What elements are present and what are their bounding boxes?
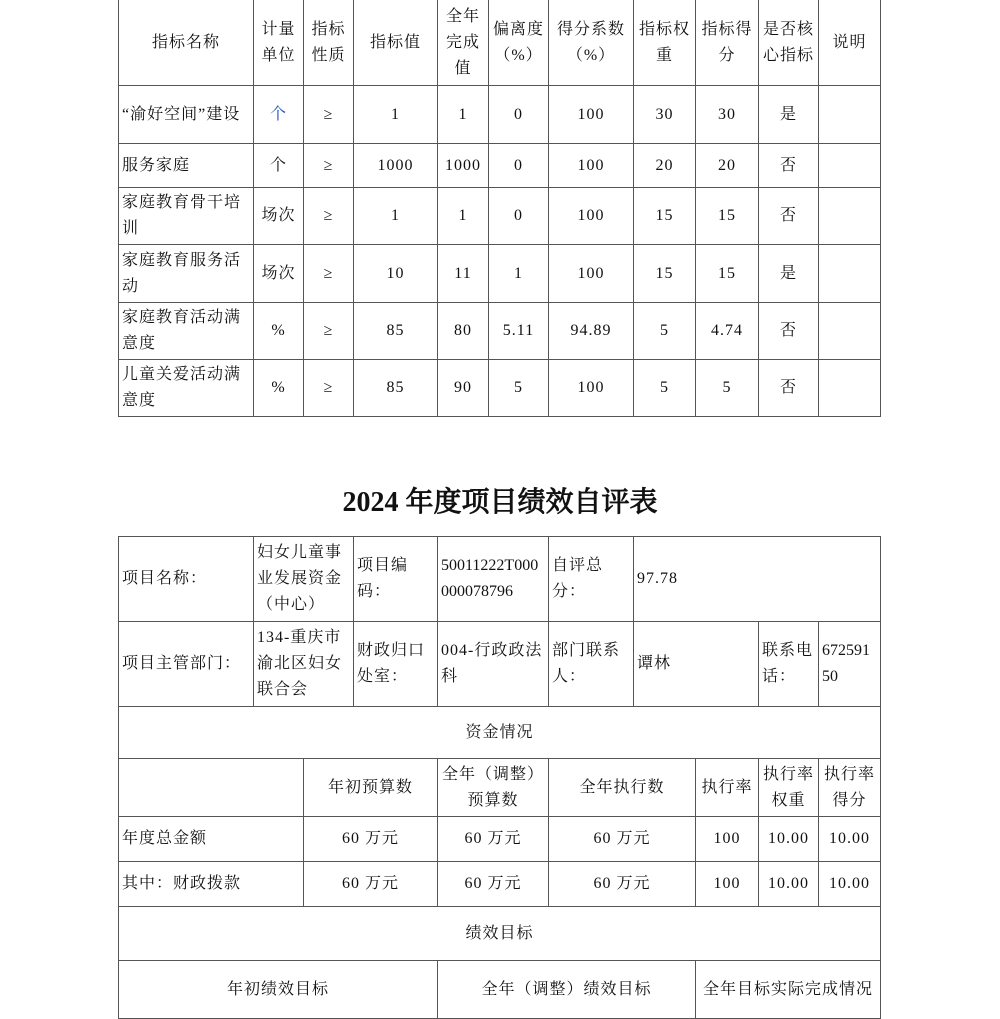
table-cell: 4.74 <box>696 303 759 360</box>
score-value: 97.78 <box>634 537 881 622</box>
table-cell: ≥ <box>304 188 354 245</box>
table-cell: 否 <box>759 188 819 245</box>
header-cell: 偏离度（%） <box>489 0 549 86</box>
table-cell: ≥ <box>304 144 354 188</box>
table-cell: ≥ <box>304 245 354 303</box>
funds-header-cell: 执行率得分 <box>819 759 881 817</box>
table-cell: 否 <box>759 360 819 417</box>
table-cell: 否 <box>759 303 819 360</box>
table-cell: % <box>254 303 304 360</box>
table-cell: 是 <box>759 86 819 144</box>
funds-cell: 60 万元 <box>549 862 696 907</box>
table-cell: 家庭教育骨干培训 <box>119 188 254 245</box>
funds-cell: 60 万元 <box>438 862 549 907</box>
finance-label: 财政归口处室： <box>354 622 438 707</box>
table-cell: 场次 <box>254 245 304 303</box>
table-cell <box>819 144 881 188</box>
funds-header-cell <box>119 759 304 817</box>
table-cell: 85 <box>354 360 438 417</box>
table-cell: 100 <box>549 360 634 417</box>
table-cell: 1 <box>438 86 489 144</box>
header-cell: 指标性质 <box>304 0 354 86</box>
project-code-label: 项目编码： <box>354 537 438 622</box>
table-cell: 30 <box>696 86 759 144</box>
phone-value: 67259150 <box>819 622 881 707</box>
funds-row <box>119 817 881 862</box>
table-cell: 20 <box>634 144 696 188</box>
table-cell: 5 <box>489 360 549 417</box>
table-cell: 个 <box>254 144 304 188</box>
table-cell: ≥ <box>304 303 354 360</box>
funds-cell: 10.00 <box>759 817 819 862</box>
table-cell: 15 <box>696 188 759 245</box>
table-cell: 5 <box>634 303 696 360</box>
funds-header-cell: 执行率 <box>696 759 759 817</box>
table-row <box>119 144 881 188</box>
table-cell: 80 <box>438 303 489 360</box>
finance-value: 004-行政政法科 <box>438 622 549 707</box>
funds-header-cell: 执行率权重 <box>759 759 819 817</box>
funds-row <box>119 862 881 907</box>
evaluation-table <box>118 536 881 1019</box>
table-cell: 15 <box>634 245 696 303</box>
table-cell: 100 <box>549 245 634 303</box>
project-name: 妇女儿童事业发展资金（中心） <box>254 537 354 622</box>
funds-header-cell: 全年执行数 <box>549 759 696 817</box>
funds-cell: 年度总金额 <box>119 817 304 862</box>
table-cell: 服务家庭 <box>119 144 254 188</box>
table-cell: 5 <box>634 360 696 417</box>
table-cell: 1 <box>489 245 549 303</box>
goals-heading: 绩效目标 <box>119 907 881 961</box>
table-cell: 5.11 <box>489 303 549 360</box>
table-cell: 100 <box>549 86 634 144</box>
table-cell: 100 <box>549 188 634 245</box>
funds-cell: 60 万元 <box>304 862 438 907</box>
funds-cell: 10.00 <box>819 862 881 907</box>
project-name-label: 项目名称： <box>119 537 254 622</box>
contact-value: 谭林 <box>634 622 759 707</box>
table-cell: 场次 <box>254 188 304 245</box>
table-cell: 0 <box>489 86 549 144</box>
header-cell: 计量单位 <box>254 0 304 86</box>
table-cell: 1 <box>354 188 438 245</box>
phone-label: 联系电话： <box>759 622 819 707</box>
table-cell <box>819 245 881 303</box>
table-cell: 1 <box>354 86 438 144</box>
header-cell: 指标名称 <box>119 0 254 86</box>
table-cell: 否 <box>759 144 819 188</box>
table-cell <box>819 188 881 245</box>
score-label: 自评总分： <box>549 537 634 622</box>
indicator-table <box>118 0 881 417</box>
funds-cell: 10.00 <box>759 862 819 907</box>
header-cell: 指标得分 <box>696 0 759 86</box>
funds-cell: 其中：财政拨款 <box>119 862 304 907</box>
header-cell: 指标权重 <box>634 0 696 86</box>
table-cell: 儿童关爱活动满意度 <box>119 360 254 417</box>
header-row <box>119 0 881 86</box>
table-cell: 家庭教育服务活动 <box>119 245 254 303</box>
table-cell: 家庭教育活动满意度 <box>119 303 254 360</box>
table-cell: “渝好空间”建设 <box>119 86 254 144</box>
table-cell: 1000 <box>438 144 489 188</box>
dept-label: 项目主管部门： <box>119 622 254 707</box>
table-cell: 1000 <box>354 144 438 188</box>
funds-cell: 60 万元 <box>304 817 438 862</box>
table-cell <box>819 86 881 144</box>
header-cell: 指标值 <box>354 0 438 86</box>
table-row <box>119 245 881 303</box>
table-cell: 0 <box>489 188 549 245</box>
table-cell: ≥ <box>304 360 354 417</box>
table-cell: 15 <box>696 245 759 303</box>
project-code: 50011222T000000078796 <box>438 537 549 622</box>
table-cell: ≥ <box>304 86 354 144</box>
table-cell: 90 <box>438 360 489 417</box>
funds-cell: 10.00 <box>819 817 881 862</box>
table-cell: 0 <box>489 144 549 188</box>
table-cell <box>819 360 881 417</box>
table-cell: 20 <box>696 144 759 188</box>
header-cell: 是否核心指标 <box>759 0 819 86</box>
funds-cell: 100 <box>696 862 759 907</box>
table-cell: 30 <box>634 86 696 144</box>
goals-header-cell: 年初绩效目标 <box>119 961 438 1019</box>
goals-header-cell: 全年目标实际完成情况 <box>696 961 881 1019</box>
funds-cell: 100 <box>696 817 759 862</box>
table-cell: 1 <box>438 188 489 245</box>
funds-cell: 60 万元 <box>438 817 549 862</box>
header-cell: 得分系数（%） <box>549 0 634 86</box>
contact-label: 部门联系人： <box>549 622 634 707</box>
funds-header-cell: 年初预算数 <box>304 759 438 817</box>
table-cell: 5 <box>696 360 759 417</box>
table-cell <box>819 303 881 360</box>
table-cell: 是 <box>759 245 819 303</box>
table-cell: 个 <box>254 86 304 144</box>
table-row <box>119 188 881 245</box>
table-cell: % <box>254 360 304 417</box>
table-cell: 85 <box>354 303 438 360</box>
header-cell: 全年完成值 <box>438 0 489 86</box>
goals-header-cell: 全年（调整）绩效目标 <box>438 961 696 1019</box>
table-cell: 11 <box>438 245 489 303</box>
dept-value: 134-重庆市渝北区妇女联合会 <box>254 622 354 707</box>
table-row <box>119 303 881 360</box>
table-cell: 94.89 <box>549 303 634 360</box>
table-cell: 100 <box>549 144 634 188</box>
table-cell: 15 <box>634 188 696 245</box>
funds-heading: 资金情况 <box>119 707 881 759</box>
table-row <box>119 86 881 144</box>
funds-cell: 60 万元 <box>549 817 696 862</box>
page-title: 2024 年度项目绩效自评表 <box>342 487 658 518</box>
header-cell: 说明 <box>819 0 881 86</box>
table-cell: 10 <box>354 245 438 303</box>
funds-header-cell: 全年（调整）预算数 <box>438 759 549 817</box>
table-row <box>119 360 881 417</box>
